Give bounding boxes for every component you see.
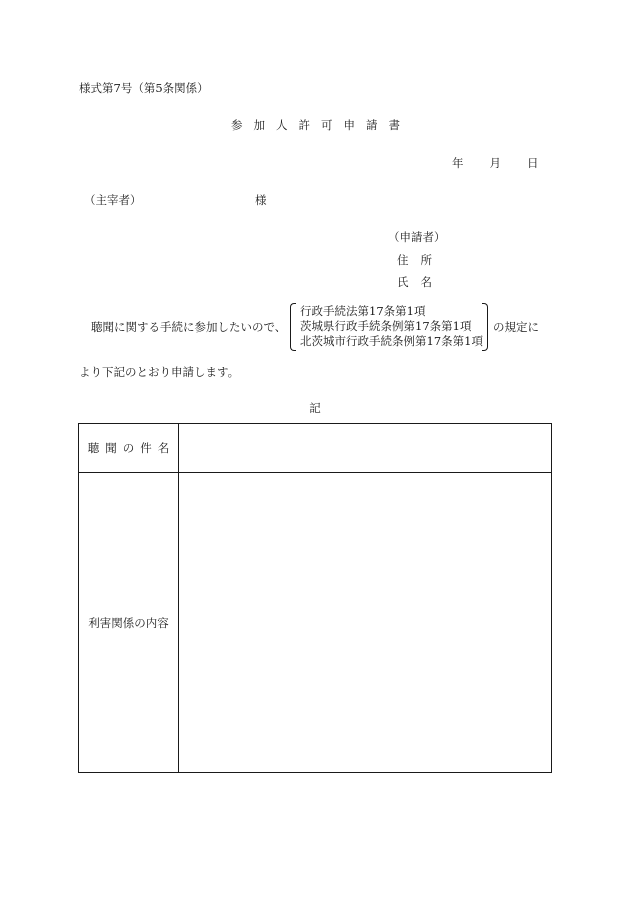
date-month: 月 bbox=[489, 156, 501, 170]
addressee-label: （主宰者） bbox=[84, 193, 142, 207]
law-option: 北茨城市行政手続条例第17条第1項 bbox=[300, 334, 483, 348]
row-label-text: 利害関係の内容 bbox=[88, 615, 169, 630]
left-brace bbox=[290, 303, 296, 351]
applicant-label: （申請者） bbox=[388, 230, 446, 244]
document-title: 参加人許可申請書 bbox=[231, 118, 411, 132]
law-options-bracket bbox=[290, 303, 488, 349]
hearing-subject-field[interactable] bbox=[179, 424, 551, 472]
applicant-address-label: 住所 bbox=[397, 253, 444, 267]
row-label bbox=[79, 424, 179, 472]
law-option: 行政手続法第17条第1項 bbox=[300, 304, 426, 318]
detail-table bbox=[78, 423, 552, 773]
table-row-hearing-subject bbox=[79, 424, 551, 473]
date-line bbox=[452, 155, 539, 171]
request-text-post: の規定に bbox=[493, 320, 539, 334]
row-label-text: 聴聞の件名 bbox=[87, 441, 176, 455]
applicant-name-label: 氏名 bbox=[397, 275, 444, 289]
date-year: 年 bbox=[452, 156, 464, 170]
ki-heading: 記 bbox=[309, 401, 321, 415]
table-row-interest-content bbox=[79, 473, 551, 772]
row-label bbox=[79, 473, 179, 772]
date-day: 日 bbox=[527, 156, 539, 170]
addressee-honorific: 様 bbox=[255, 193, 267, 207]
form-number: 様式第7号（第5条関係） bbox=[79, 81, 209, 95]
right-brace bbox=[482, 303, 488, 351]
request-text-pre: 聴聞に関する手続に参加したいので、 bbox=[91, 320, 287, 334]
interest-content-field[interactable] bbox=[179, 473, 551, 772]
request-text-continuation: より下記のとおり申請します。 bbox=[79, 365, 240, 379]
law-option: 茨城県行政手続条例第17条第1項 bbox=[300, 319, 472, 333]
